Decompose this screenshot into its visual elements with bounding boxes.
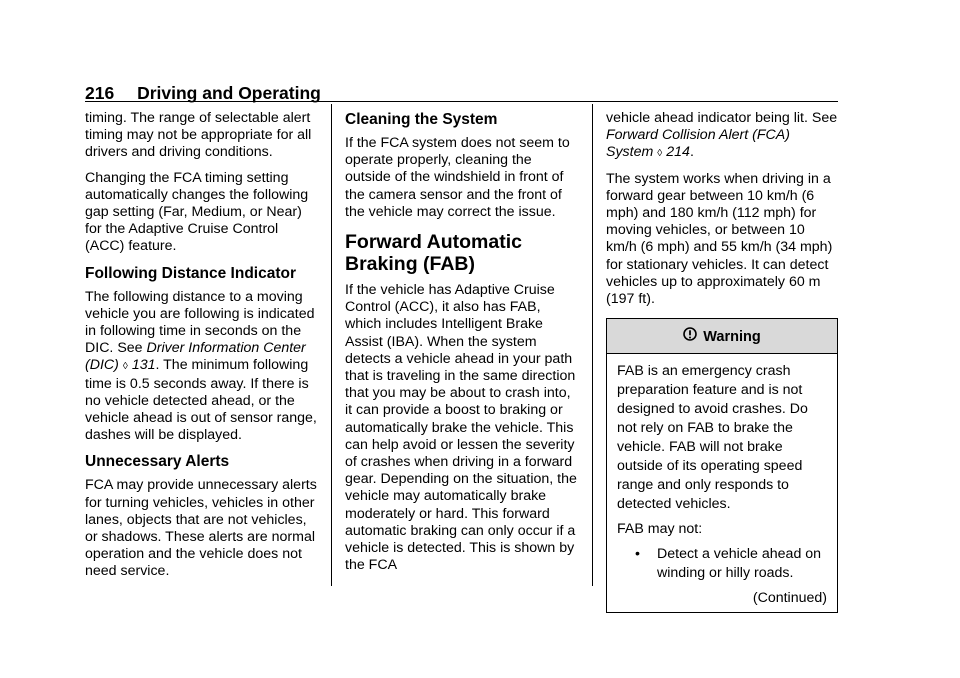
page-number: 216 xyxy=(85,83,115,103)
warning-icon xyxy=(683,327,697,346)
page-ref-icon xyxy=(657,144,666,162)
paragraph: FAB may not: xyxy=(617,521,703,538)
heading-fab: Forward Automatic Braking (FAB) xyxy=(345,231,522,276)
paragraph: If the vehicle has Adaptive Cruise Control (ACC), it also has FAB, which includes Intelligent Brake Assist (IBA). When the system detects a vehicle ahead in your path that is traveling in the same direction that you may be about to crash into, it can provide a boost to braking or automatically brake the vehicle. This can help avoid or lessen the severity of crashes when driving in a forward gear. Depending on the situation, the vehicle may automatically brake moderately or hard. This forward automatic braking can only occur if a vehicle is detected. This is shown by the FCA xyxy=(345,282,577,574)
paragraph: The system works when driving in a forward gear between 10 km/h (6 mph) and 180 km/h (112 mph) for moving vehicles, or between 10 km/h (6 mph) and 55 km/h (34 mph) for stationary vehicles. It can detect vehicles up to approximately 60 m (197 ft). xyxy=(606,170,833,308)
header-rule xyxy=(85,101,838,102)
warning-body xyxy=(607,354,837,612)
list-item xyxy=(635,545,827,583)
paragraph: The following distance to a moving vehicle you are following is indicated in following time in seconds on the DIC. See Driver Information Center (DIC) ◊ 131. The minimum following time is 0.5 seconds away. If there is no vehicle detected ahead, or the vehicle ahead is out of sensor range, dashes will be displayed. xyxy=(85,289,321,445)
column-2 xyxy=(345,110,580,582)
warning-header xyxy=(607,319,837,354)
column-1 xyxy=(85,110,321,589)
heading-cleaning: Cleaning the System xyxy=(345,111,498,128)
heading-unnecessary-alerts: Unnecessary Alerts xyxy=(85,453,230,471)
xref-page[interactable]: 131 xyxy=(131,357,156,374)
column-3 xyxy=(606,110,838,613)
column-divider xyxy=(331,104,332,586)
warning-box xyxy=(606,318,838,613)
heading-following-distance: Following Distance Indicator xyxy=(85,264,296,282)
xref-link-fca[interactable]: Forward Collision Alert (FCA) System xyxy=(606,127,790,161)
page-ref-icon xyxy=(123,357,132,375)
bullet-mark: • xyxy=(635,546,640,563)
xref-link-dic[interactable]: Driver Information Center (DIC) xyxy=(85,340,306,374)
xref-page[interactable]: 214 xyxy=(666,144,690,161)
bullet-text: Detect a vehicle ahead on winding or hilly roads. xyxy=(657,546,822,582)
paragraph: If the FCA system does not seem to operate properly, cleaning the outside of the windshield in front of the camera sensor and the front of the vehicle may correct the issue. xyxy=(345,135,570,220)
paragraph: Changing the FCA timing setting automatically changes the following gap setting (Far, Medium, or Near) for the Adaptive Cruise Control (ACC) feature. xyxy=(85,169,309,255)
paragraph: FAB is an emergency crash preparation feature and is not designed to avoid crashes. Do not rely on FAB to brake the vehicle. FAB will not brake outside of its operating speed range and only responds to detected vehicles. xyxy=(617,363,808,513)
column-divider xyxy=(592,104,593,586)
warning-title: Warning xyxy=(703,329,761,346)
section-title: Driving and Operating xyxy=(137,83,321,103)
paragraph: timing. The range of selectable alert timing may not be appropriate for all drivers and driving conditions. xyxy=(85,110,312,161)
continued-label: (Continued) xyxy=(752,590,827,607)
paragraph: FCA may provide unnecessary alerts for turning vehicles, vehicles in other lanes, objects that are not vehicles, or shadows. These alerts are normal operation and the vehicle does not need service. xyxy=(85,477,317,580)
paragraph: vehicle ahead indicator being lit. See Forward Collision Alert (FCA) System ◊ 214. xyxy=(606,110,838,163)
